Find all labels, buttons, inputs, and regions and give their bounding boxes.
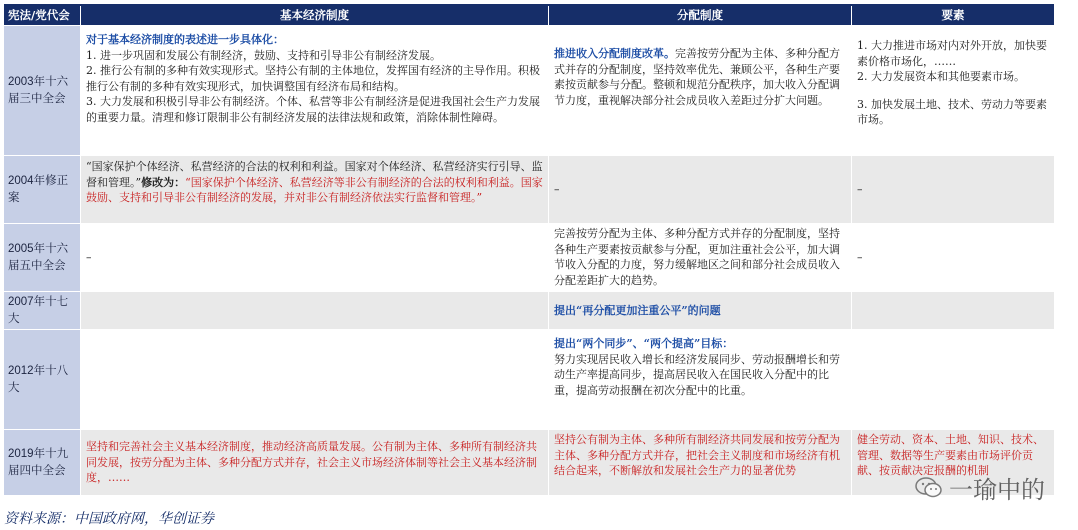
header-basic-system: 基本经济制度 [80, 6, 548, 25]
basic-system-cell [80, 224, 548, 291]
distribution-cell [548, 156, 851, 223]
factor-line: 3. 加快发展土地、技术、劳动力等要素市场。 [857, 97, 1047, 126]
factor-cell [851, 156, 1054, 223]
basic-system-cell [80, 430, 548, 495]
basic-text: 坚持和完善社会主义基本经济制度，推动经济高质量发展。公有制为主体、多种所有制经济共同发展，按劳分配为主体、多种分配方式并存，社会主义市场经济体制等社会主义基本经济制度，…… [86, 440, 537, 485]
dist-title: 提出“两个同步”、“两个提高”目标： [554, 337, 734, 350]
distribution-cell [548, 430, 851, 495]
distribution-cell [548, 330, 851, 429]
dist-text: 坚持公有制为主体、多种所有制经济共同发展和按劳分配为主体、多种分配方式并存，把社会主义制度和市场经济有机结合起来，不断解放和发展社会生产力的显著优势 [554, 433, 840, 477]
factor-text: 健全劳动、资本、土地、知识、技术、管理、数据等生产要素由市场评价贡献、按贡献决定报酬的机制 [857, 433, 1044, 477]
row-label: 2012年十八大 [4, 330, 80, 429]
empty-dash: – [857, 250, 863, 264]
basic-title: 对于基本经济制度的表述进一步具体化： [86, 33, 284, 46]
basic-quote: “国家保护个体经济、私营经济的合法的权利和利益。国家对个体经济、私营经济实行引导、监督和管理。” [86, 160, 543, 189]
table-header-row [4, 6, 1054, 26]
factor-cell [851, 26, 1054, 155]
basic-revised: “国家保护个体经济、私营经济等非公有制经济的合法的权利和利益。国家鼓励、支持和引导非公有制经济的发展，并对非公有制经济依法实行监督和管理。” [86, 175, 543, 204]
dist-text: 完善按劳分配为主体、多种分配方式并存的分配制度，坚持各种生产要素按贡献参与分配，更加注重社会公平，加大调节收入分配的力度，努力缓解地区之间和部分社会成员收入分配差距扩大的趋势。 [554, 227, 840, 287]
header-congress: 宪法/党代会 [4, 6, 80, 25]
header-factors: 要素 [851, 6, 1054, 25]
distribution-cell [548, 26, 851, 155]
empty-dash: – [857, 182, 863, 196]
wechat-icon [915, 477, 943, 499]
empty-dash: – [554, 182, 560, 196]
basic-system-cell [80, 330, 548, 429]
table-row-2005 [4, 224, 1054, 292]
basic-system-cell [80, 156, 548, 223]
row-label: 2007年十七大 [4, 292, 80, 329]
dist-text: 提出“再分配更加注重公平”的问题 [554, 303, 721, 317]
watermark [915, 470, 1045, 505]
distribution-cell [548, 292, 851, 329]
watermark-text: 一瑜中的 [949, 477, 1045, 504]
source-note: 资料来源：中国政府网，华创证券 [4, 511, 214, 527]
row-label: 2004年修正案 [4, 156, 80, 223]
factor-line: 1. 大力推进市场对内对外开放，加快要素价格市场化，…… [857, 39, 1047, 68]
basic-line: 3. 大力发展和积极引导非公有制经济。个体、私营等非公有制经济是促进我国社会生产力发展的重要力量。清理和修订限制非公有制经济发展的法律法规和政策，消除体制性障碍。 [86, 95, 540, 124]
factor-cell [851, 292, 1054, 329]
basic-system-cell [80, 26, 548, 155]
distribution-cell [548, 224, 851, 291]
row-label: 2005年十六届五中全会 [4, 224, 80, 291]
table-row-2019 [4, 430, 1054, 496]
basic-line: 2. 推行公有制的多种有效实现形式。坚持公有制的主体地位，发挥国有经济的主导作用。积极推行公有制的多种有效实现形式，加快调整国有经济布局和结构。 [86, 64, 540, 93]
dist-title: 推进收入分配制度改革。 [554, 47, 675, 60]
table-row-2007 [4, 292, 1054, 330]
basic-line: 1. 进一步巩固和发展公有制经济，鼓励、支持和引导非公有制经济发展。 [86, 48, 441, 62]
dist-text: 努力实现居民收入增长和经济发展同步、劳动报酬增长和劳动生产率提高同步，提高居民收入在国民收入分配中的比重，提高劳动报酬在初次分配中的比重。 [554, 352, 840, 397]
factor-cell [851, 224, 1054, 291]
table-row-2003 [4, 26, 1054, 156]
modify-label: 修改为： [141, 175, 186, 189]
dist-text: 完善按劳分配为主体、多种分配方式并存的分配制度，坚持效率优先、兼顾公平，各种生产要素按贡献参与分配。整顿和规范分配秩序，加大收入分配调节力度，重视解决部分社会成员收入差距过分扩大问题。 [554, 47, 840, 107]
row-label: 2003年十六届三中全会 [4, 26, 80, 155]
table-row-2012 [4, 330, 1054, 430]
factor-cell [851, 330, 1054, 429]
row-label: 2019年十九届四中全会 [4, 430, 80, 495]
table-row-2004 [4, 156, 1054, 224]
empty-dash: – [86, 250, 92, 264]
policy-table [4, 6, 1054, 496]
basic-system-cell [80, 292, 548, 329]
factor-line: 2. 大力发展资本和其他要素市场。 [857, 70, 1025, 83]
header-distribution: 分配制度 [548, 6, 851, 25]
